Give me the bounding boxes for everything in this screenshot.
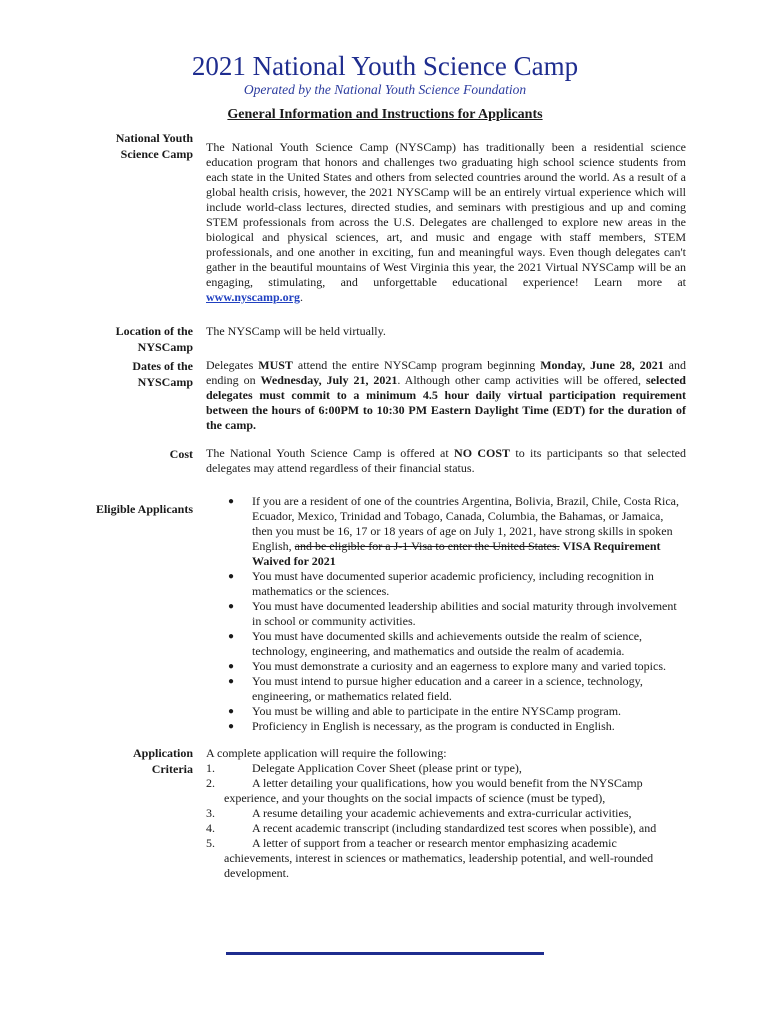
list-item: ● If you are a resident of one of the countries Argentina, Bolivia, Brazil, Chile, Costa Rica, Ecuador, Mexico, Trinidad and Tobago, Canada, Columbia, the Bahamas, or Jamaica, then you must be 16, 17 or 18 years of age on July 1, 2021, have strong skills in spoken English, and be eligible for a J-1 Visa to enter the United States. VISA Requirement Waived for 2021 xyxy=(228,494,679,568)
criteria-intro: A complete application will require the following: xyxy=(206,746,447,760)
about-text: The National Youth Science Camp (NYSCamp) has traditionally been a residential science education program that honors and challenges two graduating high school science students from each state in the United States and others from selected countries around the world. As a result of a global health crisis, however, the 2021 NYSCamp will be an entirely virtual experience which will include world-class lectures, directed studies, and seminars with prestigious and up and coming STEM professionals from across the U.S. Delegates are challenged to explore new areas in the biological and physical sciences, art, and music and engage with staff members, STEM professionals, and one another in exciting, fun and meaningful ways. Even though delegates can't gather in the beautiful mountains of West Virginia this year, the 2021 Virtual NYSCamp will be an engaging, stimulating, and unforgettable educational experience! Learn more at www.nyscamp.org. xyxy=(206,140,686,304)
bullet-icon: ● xyxy=(228,601,235,612)
list-item: ● You must be willing and able to participate in the entire NYSCamp program. xyxy=(228,704,622,718)
location-text: The NYSCamp will be held virtually. xyxy=(206,324,386,338)
eligible-bullets xyxy=(206,494,686,734)
bullet-icon: ● xyxy=(228,676,235,687)
bullet-icon: ● xyxy=(228,706,235,717)
cost-label: Cost xyxy=(169,447,193,461)
list-item: ● You must have documented superior academic proficiency, including recognition in mathematics or the sciences. xyxy=(228,569,654,598)
criteria-list xyxy=(206,746,686,881)
list-item: 3. A resume detailing your academic achievements and extra-curricular activities, xyxy=(206,806,632,820)
list-item: 4. A recent academic transcript (including standardized test scores when possible), and xyxy=(206,821,657,835)
list-item: ● Proficiency in English is necessary, as the program is conducted in English. xyxy=(228,719,615,733)
list-item: 2. A letter detailing your qualifications, how you would benefit from the NYSCamp experience, and your thoughts on the social impacts of science (must be typed), xyxy=(206,776,643,805)
page-subtitle: Operated by the National Youth Science Foundation xyxy=(243,82,527,97)
cost-text: The National Youth Science Camp is offered at NO COST to its participants so that selected delegates may attend regardless of their financial status. xyxy=(206,446,686,475)
criteria-items xyxy=(206,761,686,881)
bullet-icon: ● xyxy=(228,721,235,732)
list-item: 5. A letter of support from a teacher or research mentor emphasizing academic achievements, interest in sciences or mathematics, leadership potential, and well-rounded development. xyxy=(206,836,654,880)
page-title: 2021 National Youth Science Camp xyxy=(191,51,579,81)
criteria-label: Application Criteria xyxy=(132,746,193,776)
list-item: 1. Delegate Application Cover Sheet (please print or type), xyxy=(206,761,522,775)
section-heading: General Information and Instructions for Applicants xyxy=(227,107,543,122)
bullet-icon: ● xyxy=(228,631,235,642)
bullet-icon: ● xyxy=(228,496,235,507)
nyscamp-link[interactable]: www.nyscamp.org xyxy=(206,290,301,304)
footer-divider xyxy=(226,952,544,955)
eligible-list xyxy=(206,494,686,734)
eligible-label: Eligible Applicants xyxy=(95,502,193,516)
list-item: ● You must have documented leadership abilities and social maturity through involvement in school or community activities. xyxy=(228,599,677,628)
dates-label: Dates of the NYSCamp xyxy=(132,359,193,389)
bullet-icon: ● xyxy=(228,571,235,582)
list-item: ● You must intend to pursue higher education and a career in a science, technology, engineering, or mathematics related field. xyxy=(228,674,643,703)
location-label: Location of the NYSCamp xyxy=(115,324,193,354)
dates-text: Delegates MUST attend the entire NYSCamp program beginning Monday, June 28, 2021 and ending on Wednesday, July 21, 2021. Although other camp activities will be offered, selected delegates must commit to a minimum 4.5 hour daily virtual participation requirement between the hours of 6:00PM to 10:30 PM Eastern Daylight Time (EDT) for the duration of the camp. xyxy=(206,358,686,432)
list-item: ● You must have documented skills and achievements outside the realm of science, technology, engineering, and mathematics and outside the realm of academia. xyxy=(228,629,643,658)
about-label: National Youth Science Camp xyxy=(115,131,193,161)
bullet-icon: ● xyxy=(228,661,235,672)
list-item: ● You must demonstrate a curiosity and an eagerness to explore many and varied topics. xyxy=(228,659,667,673)
